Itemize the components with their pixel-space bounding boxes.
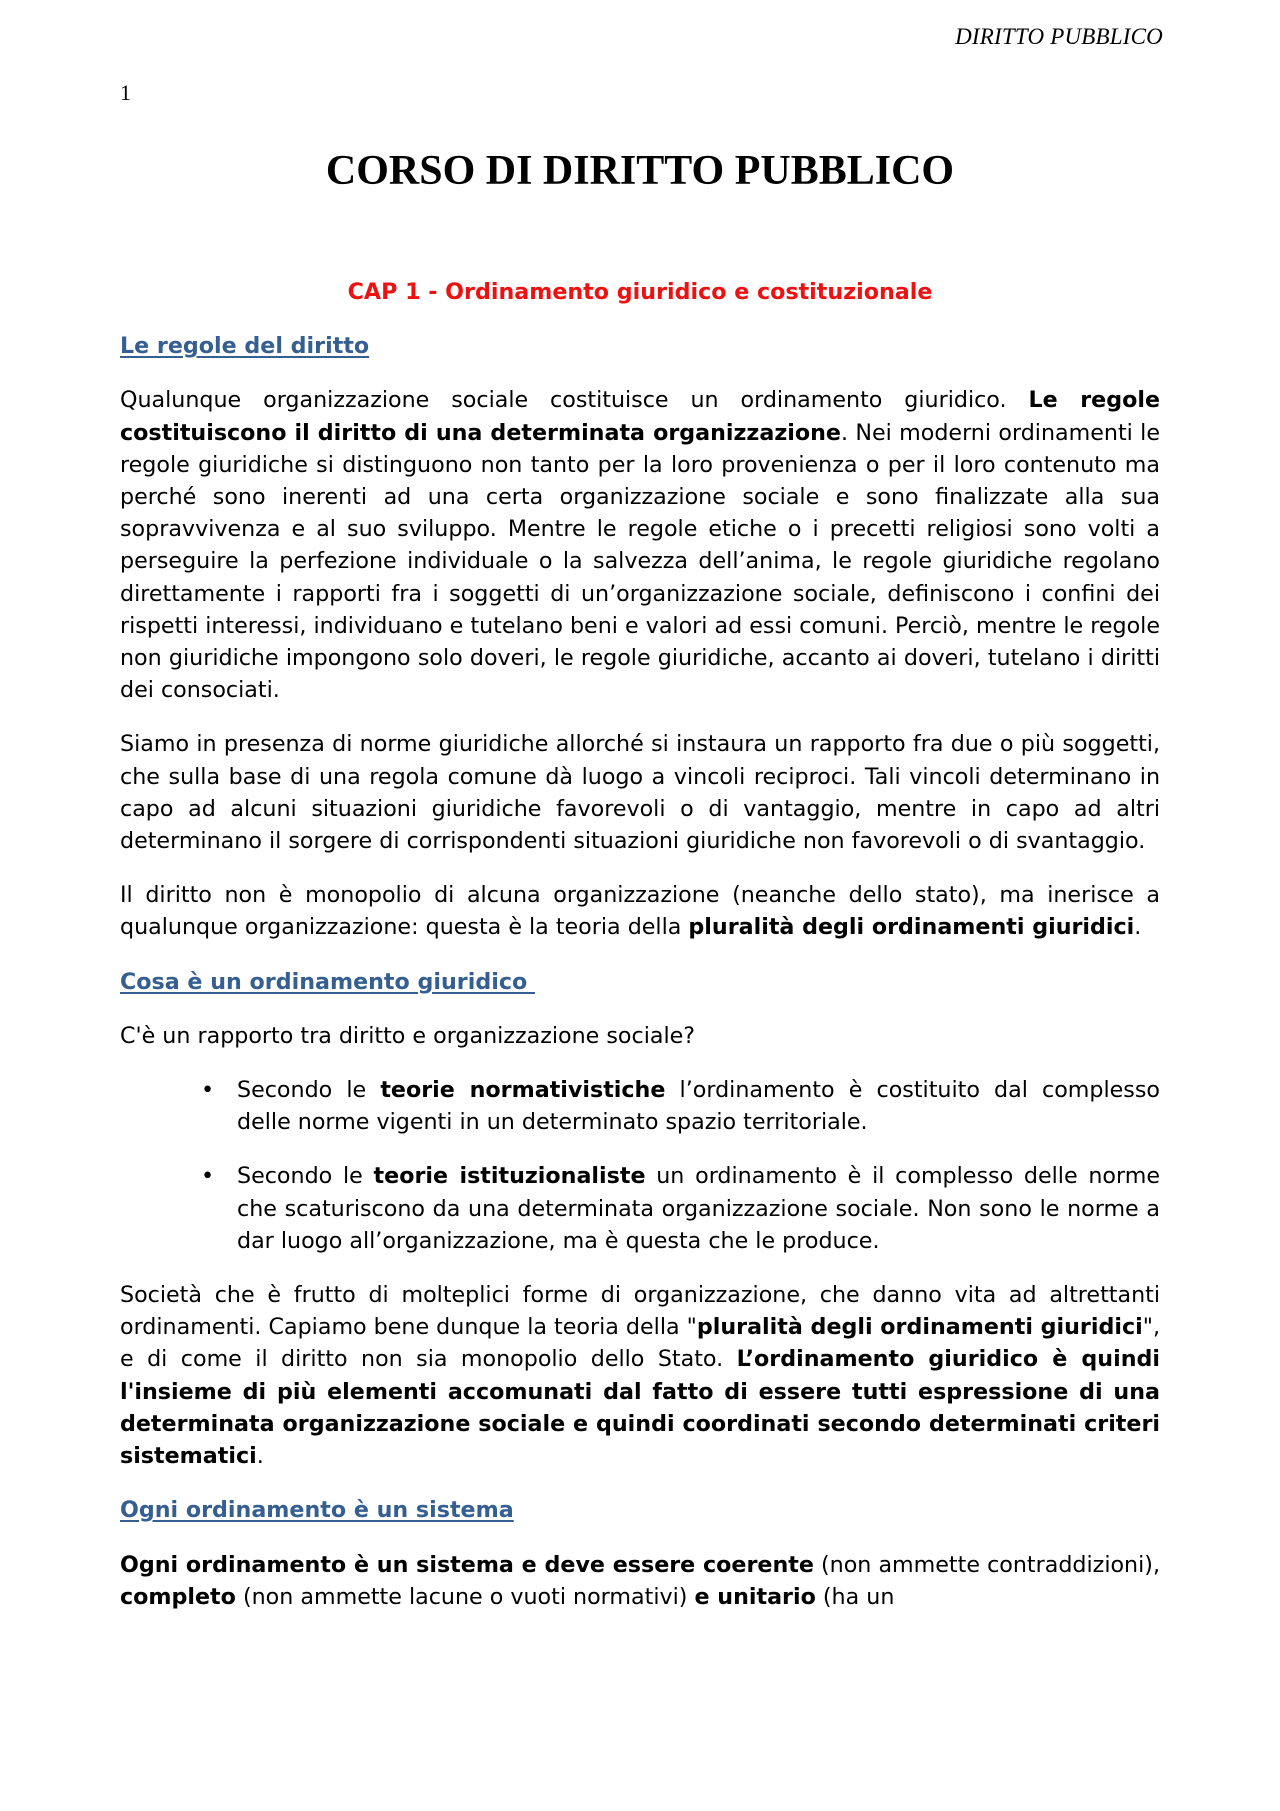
- text-run: Società che è frutto di molteplici forme di organizzazione, che danno vita ad altrettanti ordinamenti. Capiamo bene dunque la teoria della ": [120, 1282, 1160, 1341]
- paragraph: [120, 1549, 1160, 1613]
- bold-text: pluralità degli ordinamenti giuridici: [688, 914, 1135, 941]
- bold-text: Le regole costituiscono il diritto di una determinata organizzazione: [120, 387, 1160, 446]
- section-heading-sistema: Ogni ordinamento è un sistema: [120, 1497, 514, 1524]
- bold-text: e unitario: [694, 1583, 816, 1610]
- text-run: .: [256, 1443, 264, 1470]
- bullet-icon: •: [201, 1077, 215, 1104]
- text-run: ", e di come il diritto non sia monopolio dello Stato.: [120, 1314, 1160, 1373]
- bold-text: pluralità degli ordinamenti giuridici: [696, 1314, 1143, 1341]
- paragraph: Siamo in presenza di norme giuridiche allorché si instaura un rapporto fra due o più soggetti, che sulla base di una regola comune dà luogo a vincoli reciproci. Tali vincoli determinano in capo ad alcuni situazioni giuridiche favorevoli o di vantaggio, mentre in capo ad altri determinano il sorgere di corrispondenti situazioni giuridiche non favorevoli o di svantaggio.: [120, 731, 1160, 855]
- bold-text: Ogni ordinamento è un sistema e deve essere coerente: [120, 1551, 814, 1578]
- text-run: (non ammette contraddizioni),: [813, 1551, 1160, 1578]
- list-item: [201, 1074, 1161, 1138]
- paragraph: [120, 879, 1160, 943]
- text-run: l’ordinamento è costituito dal complesso delle norme vigenti in un determinato spazio territoriale.: [237, 1077, 1161, 1136]
- bold-text: L’ordinamento giuridico è quindi l'insieme di più elementi accomunati dal fatto di essere tutti espressione di una determinata organizzazione sociale e quindi coordinati secondo determinati criteri sistematici: [120, 1346, 1160, 1470]
- page-number: 1: [120, 80, 131, 105]
- list-item: [201, 1160, 1160, 1257]
- section-heading-ordinamento-giuridico: Cosa è un ordinamento giuridico: [120, 968, 535, 995]
- text-run: Il diritto non è monopolio di alcuna organizzazione (neanche dello stato), ma inerisce a qualunque organizzazione: questa è la teoria della: [120, 882, 1160, 941]
- document-body: [120, 276, 1160, 1635]
- text-run: (non ammette lacune o vuoti normativi): [235, 1583, 695, 1610]
- section-heading-regole-diritto: Le regole del diritto: [120, 333, 370, 360]
- bullet-list: [120, 1074, 1160, 1257]
- text-run: Secondo le: [237, 1077, 381, 1104]
- text-run: .: [1134, 914, 1142, 941]
- chapter-title: CAP 1 - Ordinamento giuridico e costituzionale: [347, 279, 933, 305]
- document-title: CORSO DI DIRITTO PUBBLICO: [325, 148, 955, 194]
- bullet-icon: •: [201, 1163, 215, 1190]
- bold-text: teorie normativistiche: [380, 1077, 666, 1104]
- paragraph: C'è un rapporto tra diritto e organizzazione sociale?: [120, 1022, 696, 1049]
- paragraph: [120, 384, 1160, 706]
- text-run: Qualunque organizzazione sociale costituisce un ordinamento giuridico.: [120, 387, 1029, 414]
- text-run: Secondo le: [237, 1163, 374, 1190]
- text-run: (ha un: [815, 1583, 895, 1610]
- bold-text: teorie istituzionaliste: [373, 1163, 646, 1190]
- running-header: DIRITTO PUBBLICO: [955, 24, 1163, 49]
- text-run: . Nei moderni ordinamenti le regole giuridiche si distinguono non tanto per la loro provenienza o per il loro contenuto ma perché sono inerenti ad una certa organizzazione sociale e sono finalizzate alla sua sopravvivenza e al suo sviluppo. Mentre le regole etiche o i precetti religiosi sono volti a perseguire la perfezione individuale o la salvezza dell’anima, le regole giuridiche regolano direttamente i rapporti fra i soggetti di un’organizzazione sociale, definiscono i confini dei rispetti interessi, individuano e tutelano beni e valori ad essi comuni. Perciò, mentre le regole non giuridiche impongono solo doveri, le regole giuridiche, accanto ai doveri, tutelano i diritti dei consociati.: [120, 419, 1160, 704]
- paragraph: [120, 1279, 1160, 1472]
- text-run: un ordinamento è il complesso delle norme che scaturiscono da una determinata organizzazione sociale. Non sono le norme a dar luogo all’organizzazione, ma è questa che le produce.: [237, 1163, 1160, 1254]
- bold-text: completo: [120, 1583, 236, 1610]
